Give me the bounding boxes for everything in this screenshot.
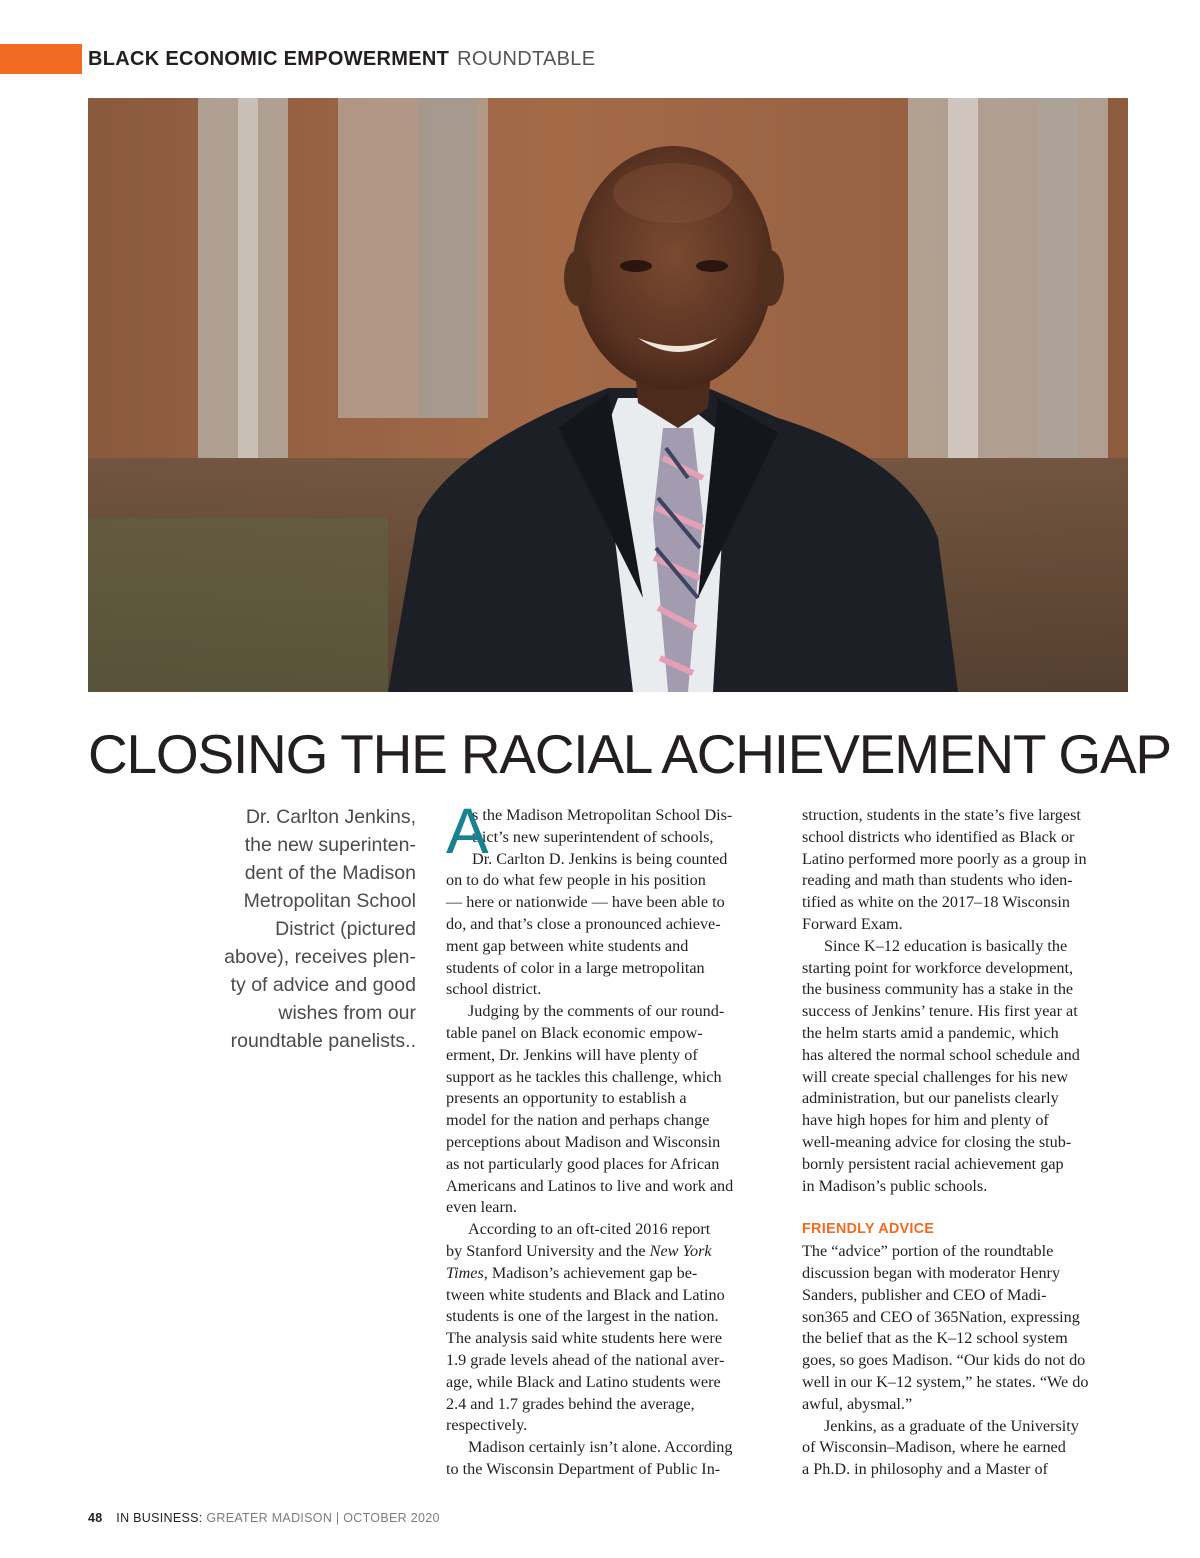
body-line: starting point for workforce development, xyxy=(802,958,1074,977)
caption-line: above), receives plen- xyxy=(224,946,416,968)
body-line: Americans and Latinos to live and work and xyxy=(446,1176,734,1195)
section-accent-bar xyxy=(0,44,82,74)
body-line: struction, students in the state’s five largest xyxy=(802,806,1081,824)
body-line: as not particularly good places for African xyxy=(446,1154,720,1173)
body-line: model for the nation and perhaps change xyxy=(446,1111,710,1130)
body-line: perceptions about Madison and Wisconsin xyxy=(446,1132,721,1151)
body-line: reading and math than students who iden- xyxy=(802,871,1073,890)
article-headline: CLOSING THE RACIAL ACHIEVEMENT GAP xyxy=(88,723,1171,785)
caption-line: ty of advice and good xyxy=(230,974,416,996)
section-header xyxy=(88,44,595,74)
body-line: Judging by the comments of our round- xyxy=(468,1002,725,1021)
body-line: administration, but our panelists clearly xyxy=(802,1089,1059,1108)
page-footer xyxy=(88,1511,440,1525)
edition-info: GREATER MADISON | OCTOBER 2020 xyxy=(206,1511,440,1525)
caption-line: wishes from our xyxy=(278,1002,416,1024)
body-line: in Madison’s public schools. xyxy=(802,1176,988,1195)
body-line: support as he tackles this challenge, which xyxy=(446,1067,722,1086)
body-line: Times, Madison’s achievement gap be- xyxy=(446,1263,698,1282)
body-line: The analysis said white students here were xyxy=(446,1329,723,1348)
drop-cap: A xyxy=(446,795,489,867)
body-line: erment, Dr. Jenkins will have plenty of xyxy=(446,1045,698,1064)
body-line: students is one of the largest in the nation. xyxy=(446,1307,719,1326)
body-line: goes, so goes Madison. “Our kids do not do xyxy=(802,1351,1086,1370)
caption-line: roundtable panelists.. xyxy=(230,1030,416,1052)
body-line: well-meaning advice for closing the stub- xyxy=(802,1132,1072,1151)
body-line: well in our K–12 system,” he states. “We do xyxy=(802,1372,1089,1391)
body-line: even learn. xyxy=(446,1198,518,1217)
caption-line: the new superinten- xyxy=(244,834,416,856)
body-line: respectively. xyxy=(446,1416,528,1435)
caption-line: dent of the Madison xyxy=(244,862,416,884)
body-line: Jenkins, as a graduate of the University xyxy=(824,1416,1079,1435)
body-line: have high hopes for him and plenty of xyxy=(802,1111,1049,1130)
body-line: s the Madison Metropolitan School Dis- xyxy=(472,806,733,824)
body-line: a Ph.D. in philosophy and a Master of xyxy=(802,1460,1048,1479)
body-line: bornly persistent racial achievement gap xyxy=(802,1154,1064,1173)
body-line: tween white students and Black and Latino xyxy=(446,1285,725,1304)
caption-line: Metropolitan School xyxy=(243,890,416,912)
body-line: table panel on Black economic empow- xyxy=(446,1023,703,1042)
body-line: by Stanford University and the New York xyxy=(446,1241,712,1260)
body-line: will create special challenges for his new xyxy=(802,1067,1069,1086)
body-line: to the Wisconsin Department of Public In- xyxy=(446,1459,721,1478)
body-line: Madison certainly isn’t alone. According xyxy=(468,1438,733,1457)
page-number: 48 xyxy=(88,1511,103,1525)
body-line: According to an oft-cited 2016 report xyxy=(468,1220,711,1239)
body-line: the helm starts amid a pandemic, which xyxy=(802,1023,1059,1042)
article-column-2 xyxy=(802,805,1132,1481)
body-line: do, and that’s close a pronounced achieve- xyxy=(446,914,721,933)
body-line: presents an opportunity to establish a xyxy=(446,1089,687,1108)
body-line: 1.9 grade levels ahead of the national aver- xyxy=(446,1350,725,1369)
photo-caption xyxy=(196,803,416,1055)
body-line: Since K–12 education is basically the xyxy=(824,936,1068,955)
body-line: Forward Exam. xyxy=(802,914,903,933)
caption-line: District (pictured xyxy=(275,918,416,940)
body-line: success of Jenkins’ tenure. His first year at xyxy=(802,1002,1078,1021)
caption-line: Dr. Carlton Jenkins, xyxy=(245,806,416,828)
body-line: age, while Black and Latino students were xyxy=(446,1372,721,1391)
body-line: school district. xyxy=(446,980,542,999)
body-line: students of color in a large metropolitan xyxy=(446,958,705,977)
body-line: school districts who identified as Black or xyxy=(802,827,1075,846)
body-line: Dr. Carlton D. Jenkins is being counted xyxy=(472,849,728,868)
body-line: Latino performed more poorly as a group in xyxy=(802,849,1087,868)
body-line: the belief that as the K–12 school system xyxy=(802,1329,1068,1348)
body-line: ment gap between white students and xyxy=(446,936,689,955)
body-line: tified as white on the 2017–18 Wisconsin xyxy=(802,893,1070,912)
body-line: The “advice” portion of the roundtable xyxy=(802,1242,1054,1261)
portrait-photo xyxy=(88,98,1128,692)
body-line: son365 and CEO of 365Nation, expressing xyxy=(802,1307,1080,1326)
body-line: of Wisconsin–Madison, where he earned xyxy=(802,1438,1066,1457)
magazine-name: IN BUSINESS: xyxy=(116,1511,203,1525)
body-line: on to do what few people in his position xyxy=(446,871,706,890)
body-line: awful, abysmal.” xyxy=(802,1394,913,1413)
body-line: trict’s new superintendent of schools, xyxy=(472,827,714,846)
article-column-1 xyxy=(446,795,776,1481)
body-line: the business community has a stake in the xyxy=(802,980,1074,999)
portrait-illustration xyxy=(88,98,1128,692)
section-title: BLACK ECONOMIC EMPOWERMENT xyxy=(88,47,450,70)
body-line: has altered the normal school schedule and xyxy=(802,1045,1080,1064)
section-subhead: FRIENDLY ADVICE xyxy=(802,1221,935,1238)
body-line: discussion began with moderator Henry xyxy=(802,1263,1061,1282)
body-line: — here or nationwide — have been able to xyxy=(446,893,725,912)
body-line: 2.4 and 1.7 grades behind the average, xyxy=(446,1394,695,1413)
body-line: Sanders, publisher and CEO of Madi- xyxy=(802,1285,1047,1304)
section-subtitle: ROUNDTABLE xyxy=(457,47,596,70)
